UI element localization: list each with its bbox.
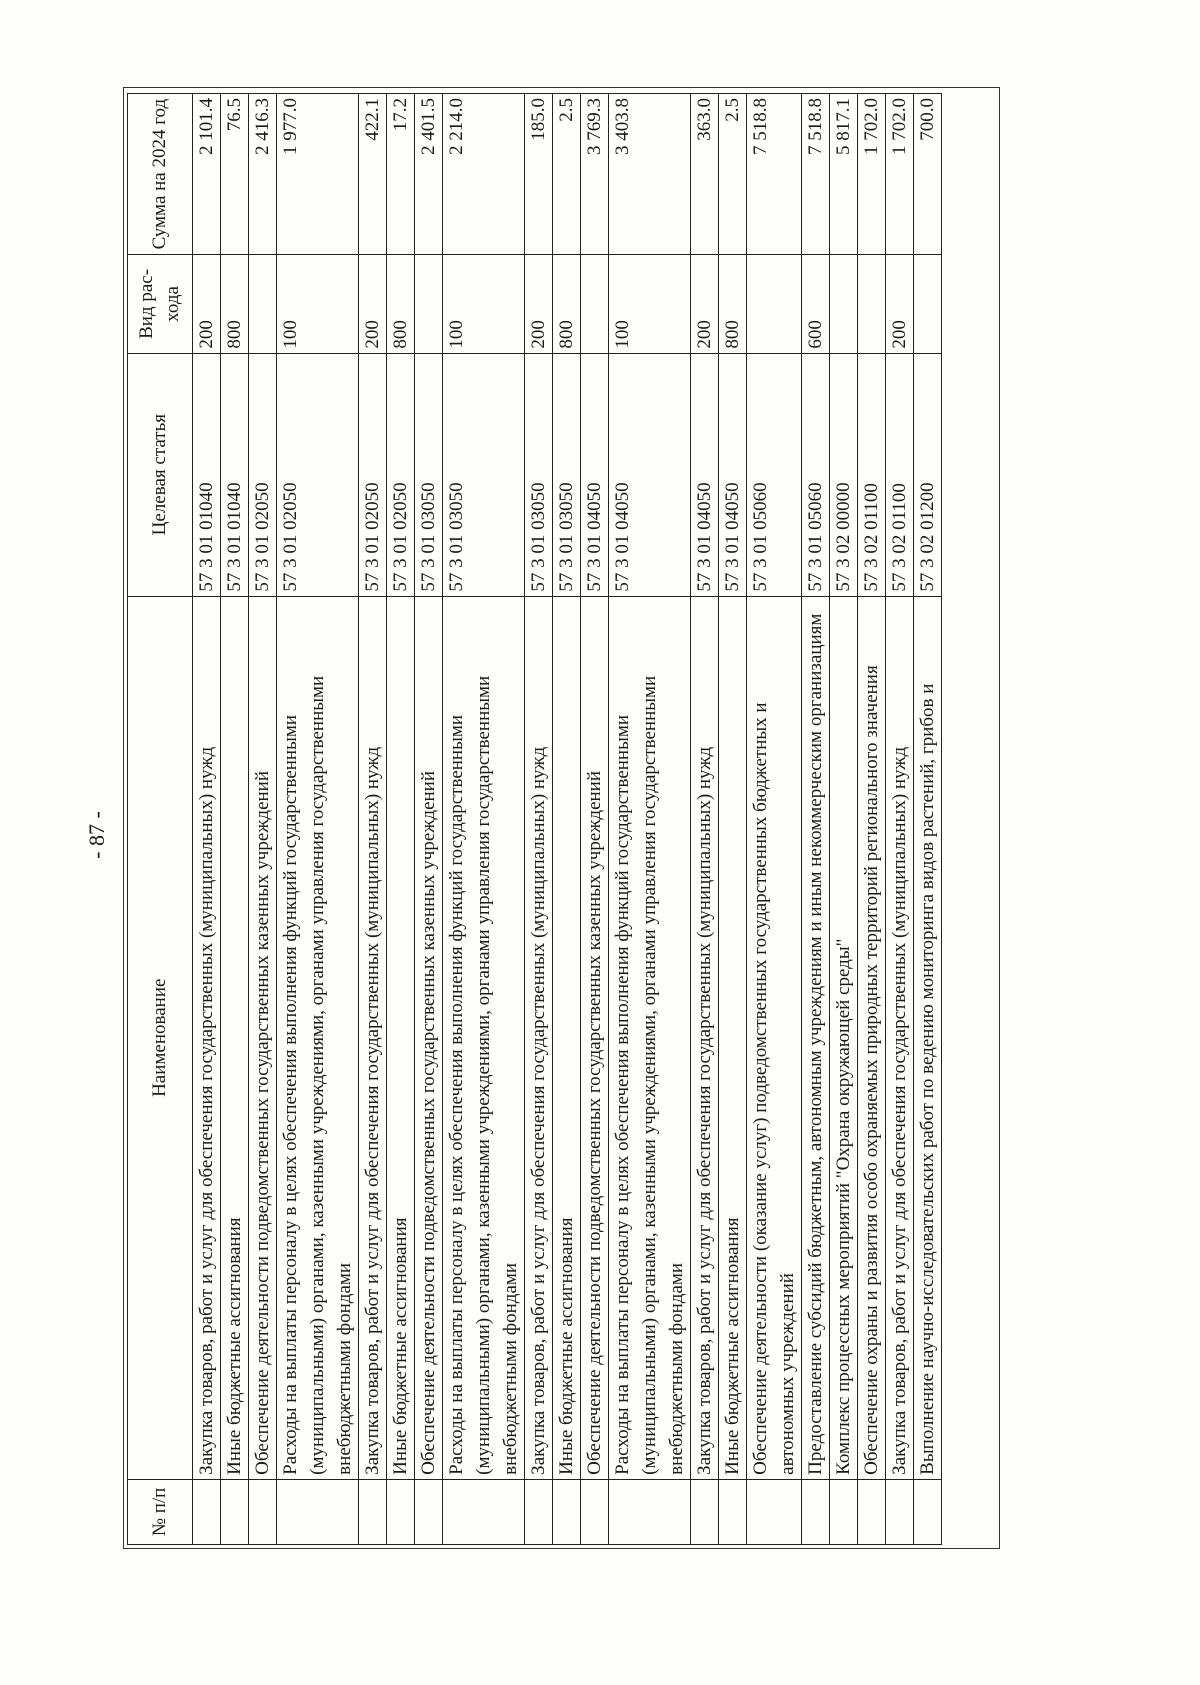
table-row <box>691 94 719 1545</box>
cell-no <box>415 1479 443 1544</box>
table-row <box>886 94 914 1545</box>
cell-vid <box>914 255 942 353</box>
cell-vid: 100 <box>609 255 691 353</box>
cell-vid <box>415 255 443 353</box>
cell-name: Предоставление субсидий бюджетным, автономным учреждениям и иным некоммерческим организациям <box>802 596 830 1479</box>
cell-name: Иные бюджетные ассигнования <box>387 596 415 1479</box>
cell-vid: 100 <box>443 255 525 353</box>
cell-no <box>858 1479 886 1544</box>
cell-code: 57 3 01 05060 <box>802 353 830 596</box>
budget-table <box>127 93 942 1545</box>
cell-vid: 200 <box>193 255 221 353</box>
cell-no <box>691 1479 719 1544</box>
cell-vid <box>581 255 609 353</box>
cell-code: 57 3 02 01100 <box>886 353 914 596</box>
cell-name: Закупка товаров, работ и услуг для обеспечения государственных (муниципальных) нужд <box>525 596 553 1479</box>
cell-vid: 100 <box>277 255 359 353</box>
cell-name: Иные бюджетные ассигнования <box>553 596 581 1479</box>
cell-no <box>609 1479 691 1544</box>
cell-code: 57 3 01 04050 <box>581 353 609 596</box>
cell-sum: 700.0 <box>914 94 942 255</box>
cell-no <box>221 1479 249 1544</box>
table-row <box>719 94 747 1545</box>
cell-no <box>249 1479 277 1544</box>
cell-name: Обеспечение деятельности подведомственных государственных казенных учреждений <box>581 596 609 1479</box>
cell-sum: 1 702.0 <box>858 94 886 255</box>
table-row <box>249 94 277 1545</box>
cell-name: Расходы на выплаты персоналу в целях обеспечения выполнения функций государственными (муниципальными) органами, казенными учреждениями, органами управления государственными внебюджетными фондами <box>443 596 525 1479</box>
table-row <box>830 94 858 1545</box>
cell-code: 57 3 01 04050 <box>691 353 719 596</box>
cell-sum: 2.5 <box>553 94 581 255</box>
cell-sum: 7 518.8 <box>802 94 830 255</box>
cell-vid <box>249 255 277 353</box>
cell-sum: 2.5 <box>719 94 747 255</box>
cell-name: Обеспечение деятельности подведомственных государственных казенных учреждений <box>415 596 443 1479</box>
cell-name: Расходы на выплаты персоналу в целях обеспечения выполнения функций государственными (муниципальными) органами, казенными учреждениями, органами управления государственными внебюджетными фондами <box>277 596 359 1479</box>
cell-sum: 5 817.1 <box>830 94 858 255</box>
cell-code: 57 3 01 03050 <box>443 353 525 596</box>
cell-code: 57 3 01 04050 <box>719 353 747 596</box>
cell-name: Расходы на выплаты персоналу в целях обеспечения выполнения функций государственными (муниципальными) органами, казенными учреждениями, органами управления государственными внебюджетными фондами <box>609 596 691 1479</box>
cell-code: 57 3 01 01040 <box>221 353 249 596</box>
cell-sum: 363.0 <box>691 94 719 255</box>
table-row <box>193 94 221 1545</box>
cell-name: Обеспечение деятельности (оказание услуг) подведомственных государственных бюджетных и автономных учреждений <box>747 596 802 1479</box>
table-row <box>387 94 415 1545</box>
cell-code: 57 3 02 01100 <box>858 353 886 596</box>
table-row <box>553 94 581 1545</box>
header-name: Наименование <box>128 596 193 1479</box>
cell-no <box>387 1479 415 1544</box>
cell-no <box>886 1479 914 1544</box>
cell-name: Выполнение научно-исследовательских работ по ведению мониторинга видов растений, грибов и <box>914 596 942 1479</box>
cell-vid: 200 <box>525 255 553 353</box>
cell-sum: 2 101.4 <box>193 94 221 255</box>
cell-no <box>830 1479 858 1544</box>
cell-sum: 2 214.0 <box>443 94 525 255</box>
cell-sum: 1 977.0 <box>277 94 359 255</box>
cell-no <box>914 1479 942 1544</box>
cell-no <box>802 1479 830 1544</box>
table-row <box>609 94 691 1545</box>
cell-code: 57 3 01 05060 <box>747 353 802 596</box>
page-number: - 87 - <box>84 811 109 859</box>
table-row <box>914 94 942 1545</box>
cell-code: 57 3 02 00000 <box>830 353 858 596</box>
cell-name: Закупка товаров, работ и услуг для обеспечения государственных (муниципальных) нужд <box>691 596 719 1479</box>
cell-sum: 422.1 <box>359 94 387 255</box>
cell-code: 57 3 01 02050 <box>249 353 277 596</box>
cell-no <box>277 1479 359 1544</box>
cell-name: Комплекс процессных мероприятий "Охрана окружающей среды" <box>830 596 858 1479</box>
table-row <box>415 94 443 1545</box>
cell-sum: 7 518.8 <box>747 94 802 255</box>
cell-sum: 1 702.0 <box>886 94 914 255</box>
cell-vid: 800 <box>553 255 581 353</box>
table-row <box>802 94 830 1545</box>
cell-code: 57 3 01 04050 <box>609 353 691 596</box>
cell-vid <box>830 255 858 353</box>
cell-name: Закупка товаров, работ и услуг для обеспечения государственных (муниципальных) нужд <box>193 596 221 1479</box>
cell-vid <box>858 255 886 353</box>
cell-no <box>525 1479 553 1544</box>
table-row <box>525 94 553 1545</box>
cell-no <box>443 1479 525 1544</box>
cell-no <box>581 1479 609 1544</box>
cell-no <box>553 1479 581 1544</box>
cell-name: Обеспечение охраны и развития особо охраняемых природных территорий регионального значения <box>858 596 886 1479</box>
cell-no <box>747 1479 802 1544</box>
table-row <box>747 94 802 1545</box>
cell-vid: 800 <box>221 255 249 353</box>
cell-sum: 2 416.3 <box>249 94 277 255</box>
table-row <box>277 94 359 1545</box>
cell-no <box>719 1479 747 1544</box>
cell-vid <box>747 255 802 353</box>
cell-vid: 200 <box>359 255 387 353</box>
cell-no <box>193 1479 221 1544</box>
cell-vid: 800 <box>387 255 415 353</box>
cell-sum: 17.2 <box>387 94 415 255</box>
table-row <box>858 94 886 1545</box>
cell-vid: 800 <box>719 255 747 353</box>
table-row <box>581 94 609 1545</box>
cell-sum: 185.0 <box>525 94 553 255</box>
cell-sum: 2 401.5 <box>415 94 443 255</box>
cell-code: 57 3 01 02050 <box>277 353 359 596</box>
cell-name: Закупка товаров, работ и услуг для обеспечения государственных (муниципальных) нужд <box>359 596 387 1479</box>
cell-code: 57 3 01 01040 <box>193 353 221 596</box>
cell-code: 57 3 01 03050 <box>525 353 553 596</box>
table-body <box>193 94 942 1545</box>
header-code: Целевая статья <box>128 353 193 596</box>
cell-no <box>359 1479 387 1544</box>
cell-name: Иные бюджетные ассигнования <box>719 596 747 1479</box>
cell-code: 57 3 02 01200 <box>914 353 942 596</box>
header-vid: Вид рас-хода <box>128 255 193 353</box>
cell-name: Обеспечение деятельности подведомственных государственных казенных учреждений <box>249 596 277 1479</box>
table-row <box>443 94 525 1545</box>
cell-code: 57 3 01 03050 <box>553 353 581 596</box>
cell-sum: 3 403.8 <box>609 94 691 255</box>
cell-sum: 3 769.3 <box>581 94 609 255</box>
header-sum: Сумма на 2024 год <box>128 94 193 255</box>
cell-vid: 200 <box>691 255 719 353</box>
header-no: № п/п <box>128 1479 193 1544</box>
cell-sum: 76.5 <box>221 94 249 255</box>
cell-name: Иные бюджетные ассигнования <box>221 596 249 1479</box>
cell-name: Закупка товаров, работ и услуг для обеспечения государственных (муниципальных) нужд <box>886 596 914 1479</box>
cell-code: 57 3 01 03050 <box>415 353 443 596</box>
cell-vid: 600 <box>802 255 830 353</box>
cell-code: 57 3 01 02050 <box>387 353 415 596</box>
cell-vid: 200 <box>886 255 914 353</box>
table-header-row <box>128 94 193 1545</box>
table-row <box>359 94 387 1545</box>
table-row <box>221 94 249 1545</box>
cell-code: 57 3 01 02050 <box>359 353 387 596</box>
